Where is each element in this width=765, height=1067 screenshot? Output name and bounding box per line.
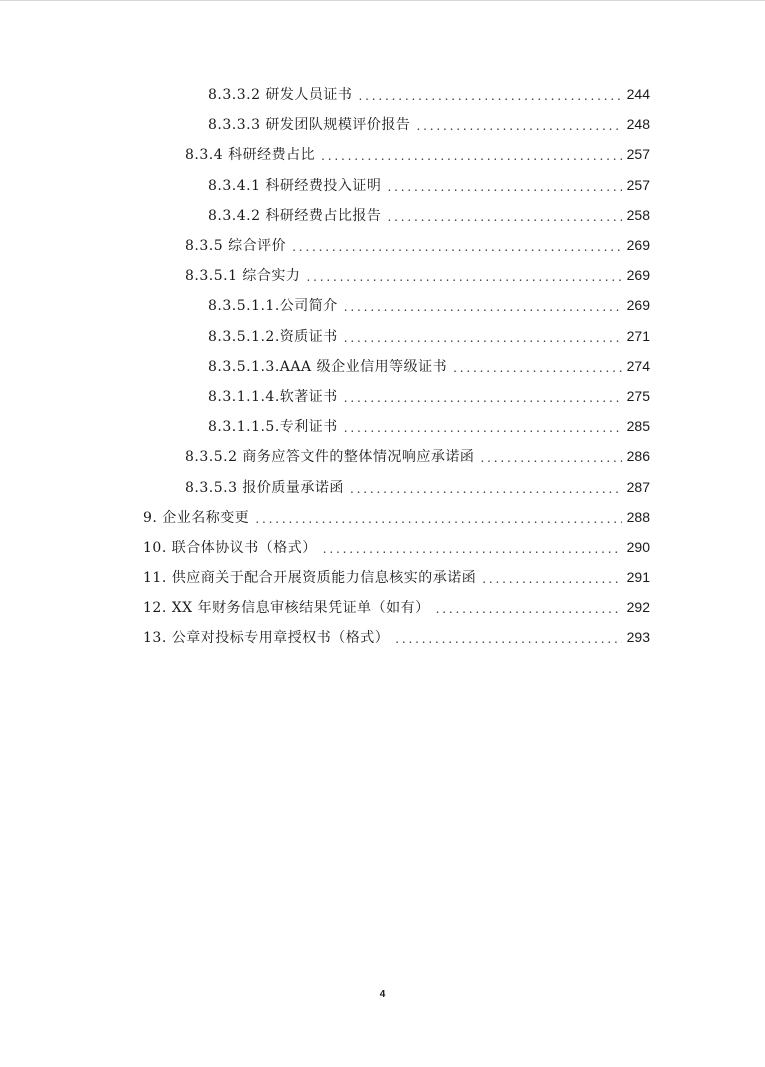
- toc-entry-title: 11. 供应商关于配合开展资质能力信息核实的承诺函: [143, 570, 477, 587]
- toc-entry[interactable]: [0, 471, 765, 501]
- toc-entry[interactable]: [0, 170, 765, 200]
- toc-entry[interactable]: [0, 109, 765, 139]
- toc-entry[interactable]: [0, 290, 765, 320]
- toc-entry-page-number: 274: [626, 357, 650, 374]
- toc-entry-title: 12. XX 年财务信息审核结果凭证单（如有）: [143, 600, 430, 617]
- toc-entry-page-number: 257: [626, 146, 650, 163]
- dot-leader: [387, 211, 622, 223]
- toc-entry-page-number: 269: [626, 237, 650, 254]
- dot-leader: [344, 332, 622, 344]
- toc-entry[interactable]: [0, 592, 765, 622]
- toc-entry-page-number: 290: [626, 538, 650, 555]
- dot-leader: [323, 543, 622, 555]
- toc-entry-page-number: 244: [626, 86, 650, 103]
- toc-entry-title: 10. 联合体协议书（格式）: [143, 539, 317, 556]
- toc-entry-title: 8.3.5.1.3.AAA 级企业信用等级证书: [208, 358, 448, 375]
- toc-entry-title: 8.3.3.2 研发人员证书: [208, 87, 353, 104]
- toc-entry[interactable]: [0, 411, 765, 441]
- dot-leader: [321, 150, 622, 162]
- toc-entry-page-number: 292: [626, 599, 650, 616]
- toc-entry-title: 9. 企业名称变更: [143, 509, 250, 526]
- dot-leader: [344, 392, 622, 404]
- toc-entry-title: 8.3.5.1 综合实力: [185, 268, 301, 285]
- dot-leader: [387, 181, 622, 193]
- dot-leader: [482, 573, 622, 585]
- toc-entry-page-number: 269: [626, 297, 650, 314]
- toc-entry[interactable]: [0, 321, 765, 351]
- toc-entry-title: 8.3.5.1.1.公司简介: [208, 298, 338, 315]
- toc-entry[interactable]: [0, 260, 765, 290]
- dot-leader: [344, 301, 622, 313]
- dot-leader: [306, 271, 622, 283]
- toc-entry-title: 8.3.5 综合评价: [185, 238, 287, 255]
- toc-entry-title: 13. 公章对投标专用章授权书（格式）: [143, 630, 390, 647]
- dot-leader: [436, 603, 622, 615]
- toc-entry-title: 8.3.1.1.5.专利证书: [208, 419, 338, 436]
- toc-entry-page-number: 275: [626, 387, 650, 404]
- toc-entry-page-number: 257: [626, 176, 650, 193]
- toc-entry-title: 8.3.4.1 科研经费投入证明: [208, 177, 382, 194]
- toc-entry-page-number: 287: [626, 478, 650, 495]
- dot-leader: [358, 90, 622, 102]
- dot-leader: [480, 452, 622, 464]
- dot-leader: [416, 120, 622, 132]
- toc-entry-title: 8.3.5.2 商务应答文件的整体情况响应承诺函: [185, 449, 475, 466]
- toc-entry[interactable]: [0, 502, 765, 532]
- toc-entry[interactable]: [0, 562, 765, 592]
- toc-entry[interactable]: [0, 230, 765, 260]
- toc-entry[interactable]: [0, 381, 765, 411]
- toc-entry-title: 8.3.5.3 报价质量承诺函: [185, 479, 344, 496]
- table-of-contents: [0, 79, 765, 653]
- toc-entry-page-number: 271: [626, 327, 650, 344]
- toc-entry-title: 8.3.4.2 科研经费占比报告: [208, 207, 382, 224]
- toc-entry[interactable]: [0, 441, 765, 471]
- dot-leader: [350, 483, 622, 495]
- toc-entry-page-number: 258: [626, 206, 650, 223]
- toc-entry-page-number: 248: [626, 116, 650, 133]
- dot-leader: [395, 633, 622, 645]
- toc-entry-page-number: 293: [626, 629, 650, 646]
- dot-leader: [292, 241, 622, 253]
- toc-entry[interactable]: [0, 532, 765, 562]
- toc-entry[interactable]: [0, 139, 765, 169]
- toc-entry-page-number: 291: [626, 569, 650, 586]
- toc-entry[interactable]: [0, 622, 765, 652]
- toc-entry[interactable]: [0, 200, 765, 230]
- toc-entry[interactable]: [0, 79, 765, 109]
- toc-entry-title: 8.3.5.1.2.资质证书: [208, 328, 338, 345]
- dot-leader: [344, 422, 622, 434]
- toc-entry-title: 8.3.4 科研经费占比: [185, 147, 316, 164]
- dot-leader: [255, 513, 622, 525]
- toc-entry-title: 8.3.1.1.4.软著证书: [208, 388, 338, 405]
- toc-entry-page-number: 286: [626, 448, 650, 465]
- page-number: 4: [379, 989, 386, 1000]
- toc-entry-page-number: 288: [626, 508, 650, 525]
- toc-entry-title: 8.3.3.3 研发团队规模评价报告: [208, 117, 411, 134]
- toc-entry-page-number: 269: [626, 267, 650, 284]
- toc-entry[interactable]: [0, 351, 765, 381]
- toc-entry-page-number: 285: [626, 418, 650, 435]
- dot-leader: [453, 362, 622, 374]
